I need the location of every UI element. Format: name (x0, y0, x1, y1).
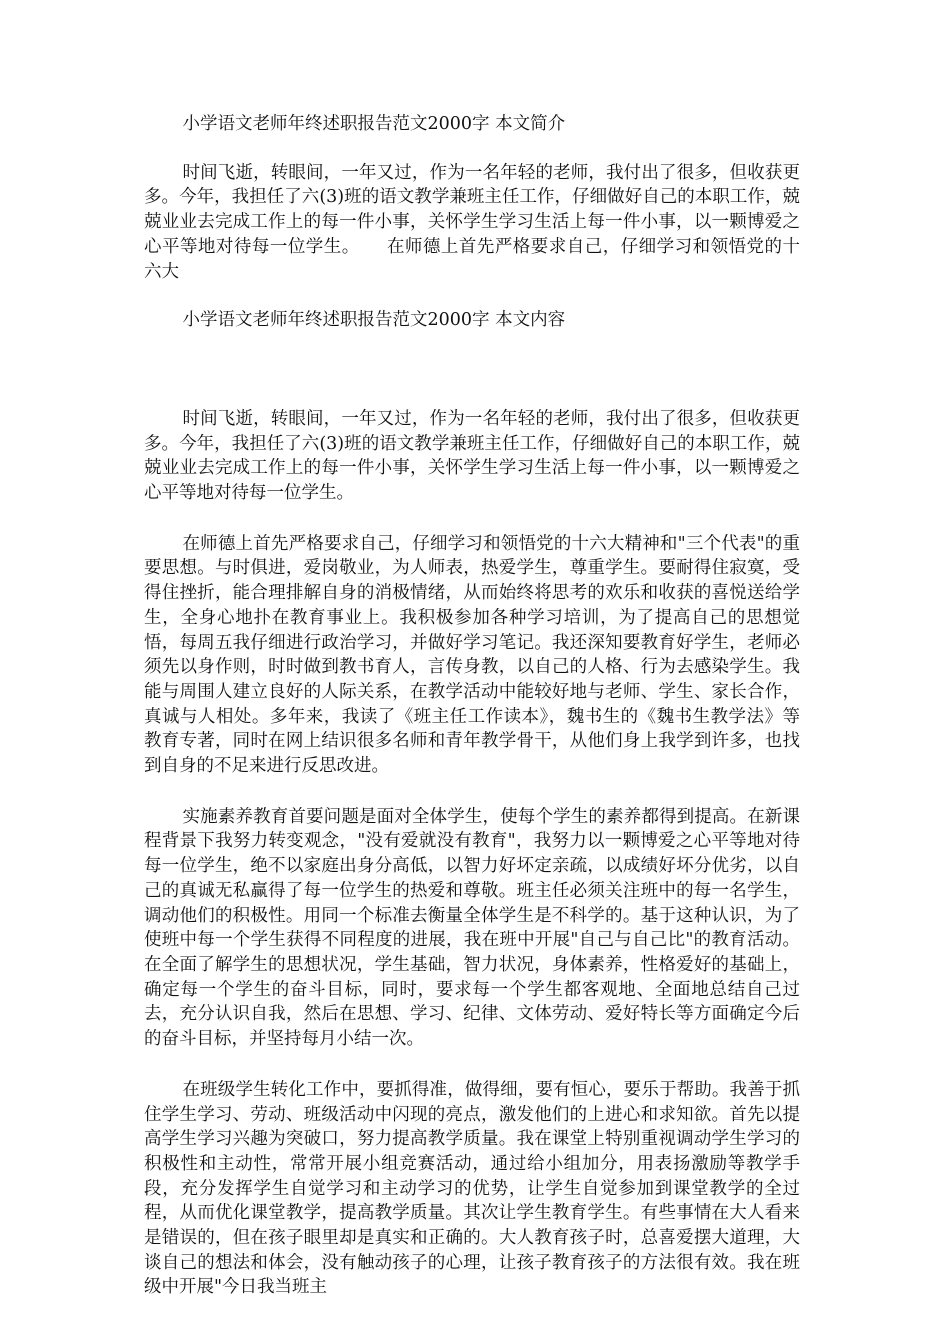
body-paragraph-4: 在班级学生转化工作中，要抓得准，做得细，要有恒心，要乐于帮助。我善于抓住学生学习、劳动、班级活动中闪现的亮点，激发他们的上进心和求知欲。首先以提高学生学习兴趣为突破口，努力提高教学质量。我在课堂上特别重视调动学生学习的积极性和主动性，常常开展小组竞赛活动，通过给小组加分，用表扬激励等教学手段，充分发挥学生自觉学习和主动学习的优势，让学生自觉参加到课堂教学的全过程，从而优化课堂教学，提高教学质量。其次让学生教育学生。有些事情在大人看来是错误的，但在孩子眼里却是真实和正确的。大人教育孩子时，总喜爱摆大道理，大谈自己的想法和体会，没有触动孩子的心理，让孩子教育孩子的方法很有效。我在班级中开展"今日我当班主 (144, 1079, 800, 1298)
body-paragraph-3: 实施素养教育首要问题是面对全体学生，使每个学生的素养都得到提高。在新课程背景下我努力转变观念，"没有爱就没有教育"，我努力以一颗博爱之心平等地对待每一位学生，绝不以家庭出身分高低，以智力好坏定亲疏，以成绩好坏分优劣，以自己的真诚无私赢得了每一位学生的热爱和尊敬。班主任必须关注班中的每一名学生，调动他们的积极性。用同一个标准去衡量全体学生是不科学的。基于这种认识，为了使班中每一个学生获得不同程度的进展，我在班中开展"自己与自己比"的教育活动。在全面了解学生的思想状况，学生基础，智力状况，身体素养，性格爱好的基础上，确定每一个学生的奋斗目标，同时，要求每一个学生都客观地、全面地总结自己过去，充分认识自我，然后在思想、学习、纪律、文体劳动、爱好特长等方面确定今后的奋斗目标，并坚持每月小结一次。 (144, 806, 800, 1050)
document-page (144, 112, 800, 1300)
spacer (144, 506, 800, 532)
summary-heading: 小学语文老师年终述职报告范文2000字 本文简介 (182, 114, 566, 134)
spacer (144, 284, 800, 308)
summary-paragraph: 时间飞逝，转眼间，一年又过，作为一名年轻的老师，我付出了很多，但收获更多。今年，我担任了六(3)班的语文教学兼班主任工作，仔细做好自己的本职工作，兢兢业业去完成工作上的每一件小事，关怀学生学习生活上每一件小事，以一颗博爱之心平等地对待每一位学生。 在师德上首先严格要求自己，仔细学习和领悟党的十六大 (144, 162, 800, 282)
content-heading: 小学语文老师年终述职报告范文2000字 本文内容 (182, 310, 566, 331)
spacer (144, 779, 800, 805)
spacer (144, 137, 800, 161)
spacer (144, 333, 800, 407)
body-paragraph-1: 时间飞逝，转眼间，一年又过，作为一名年轻的老师，我付出了很多，但收获更多。今年，我担任了六(3)班的语文教学兼班主任工作，仔细做好自己的本职工作，兢兢业业去完成工作上的每一件小事，关怀学生学习生活上每一件小事，以一颗博爱之心平等地对待每一位学生。 (144, 408, 800, 504)
body-paragraph-2: 在师德上首先严格要求自己，仔细学习和领悟党的十六大精神和"三个代表"的重要思想。与时俱进，爱岗敬业，为人师表，热爱学生，尊重学生。要耐得住寂寞，受得住挫折，能合理排解自身的消极情绪，从而始终将思考的欢乐和收获的喜悦送给学生，全身心地扑在教育事业上。我积极参加各种学习培训，为了提高自己的思想觉悟，每周五我仔细进行政治学习，并做好学习笔记。我还深知要教育好学生，老师必须先以身作则，时时做到教书育人，言传身教，以自己的人格、行为去感染学生。我能与周围人建立良好的人际关系，在教学活动中能较好地与老师、学生、家长合作，真诚与人相处。多年来，我读了《班主任工作读本》，魏书生的《魏书生教学法》等教育专著，同时在网上结识很多名师和青年教学骨干，从他们身上我学到许多，也找到自身的不足来进行反思改进。 (144, 533, 800, 777)
spacer (144, 1052, 800, 1078)
